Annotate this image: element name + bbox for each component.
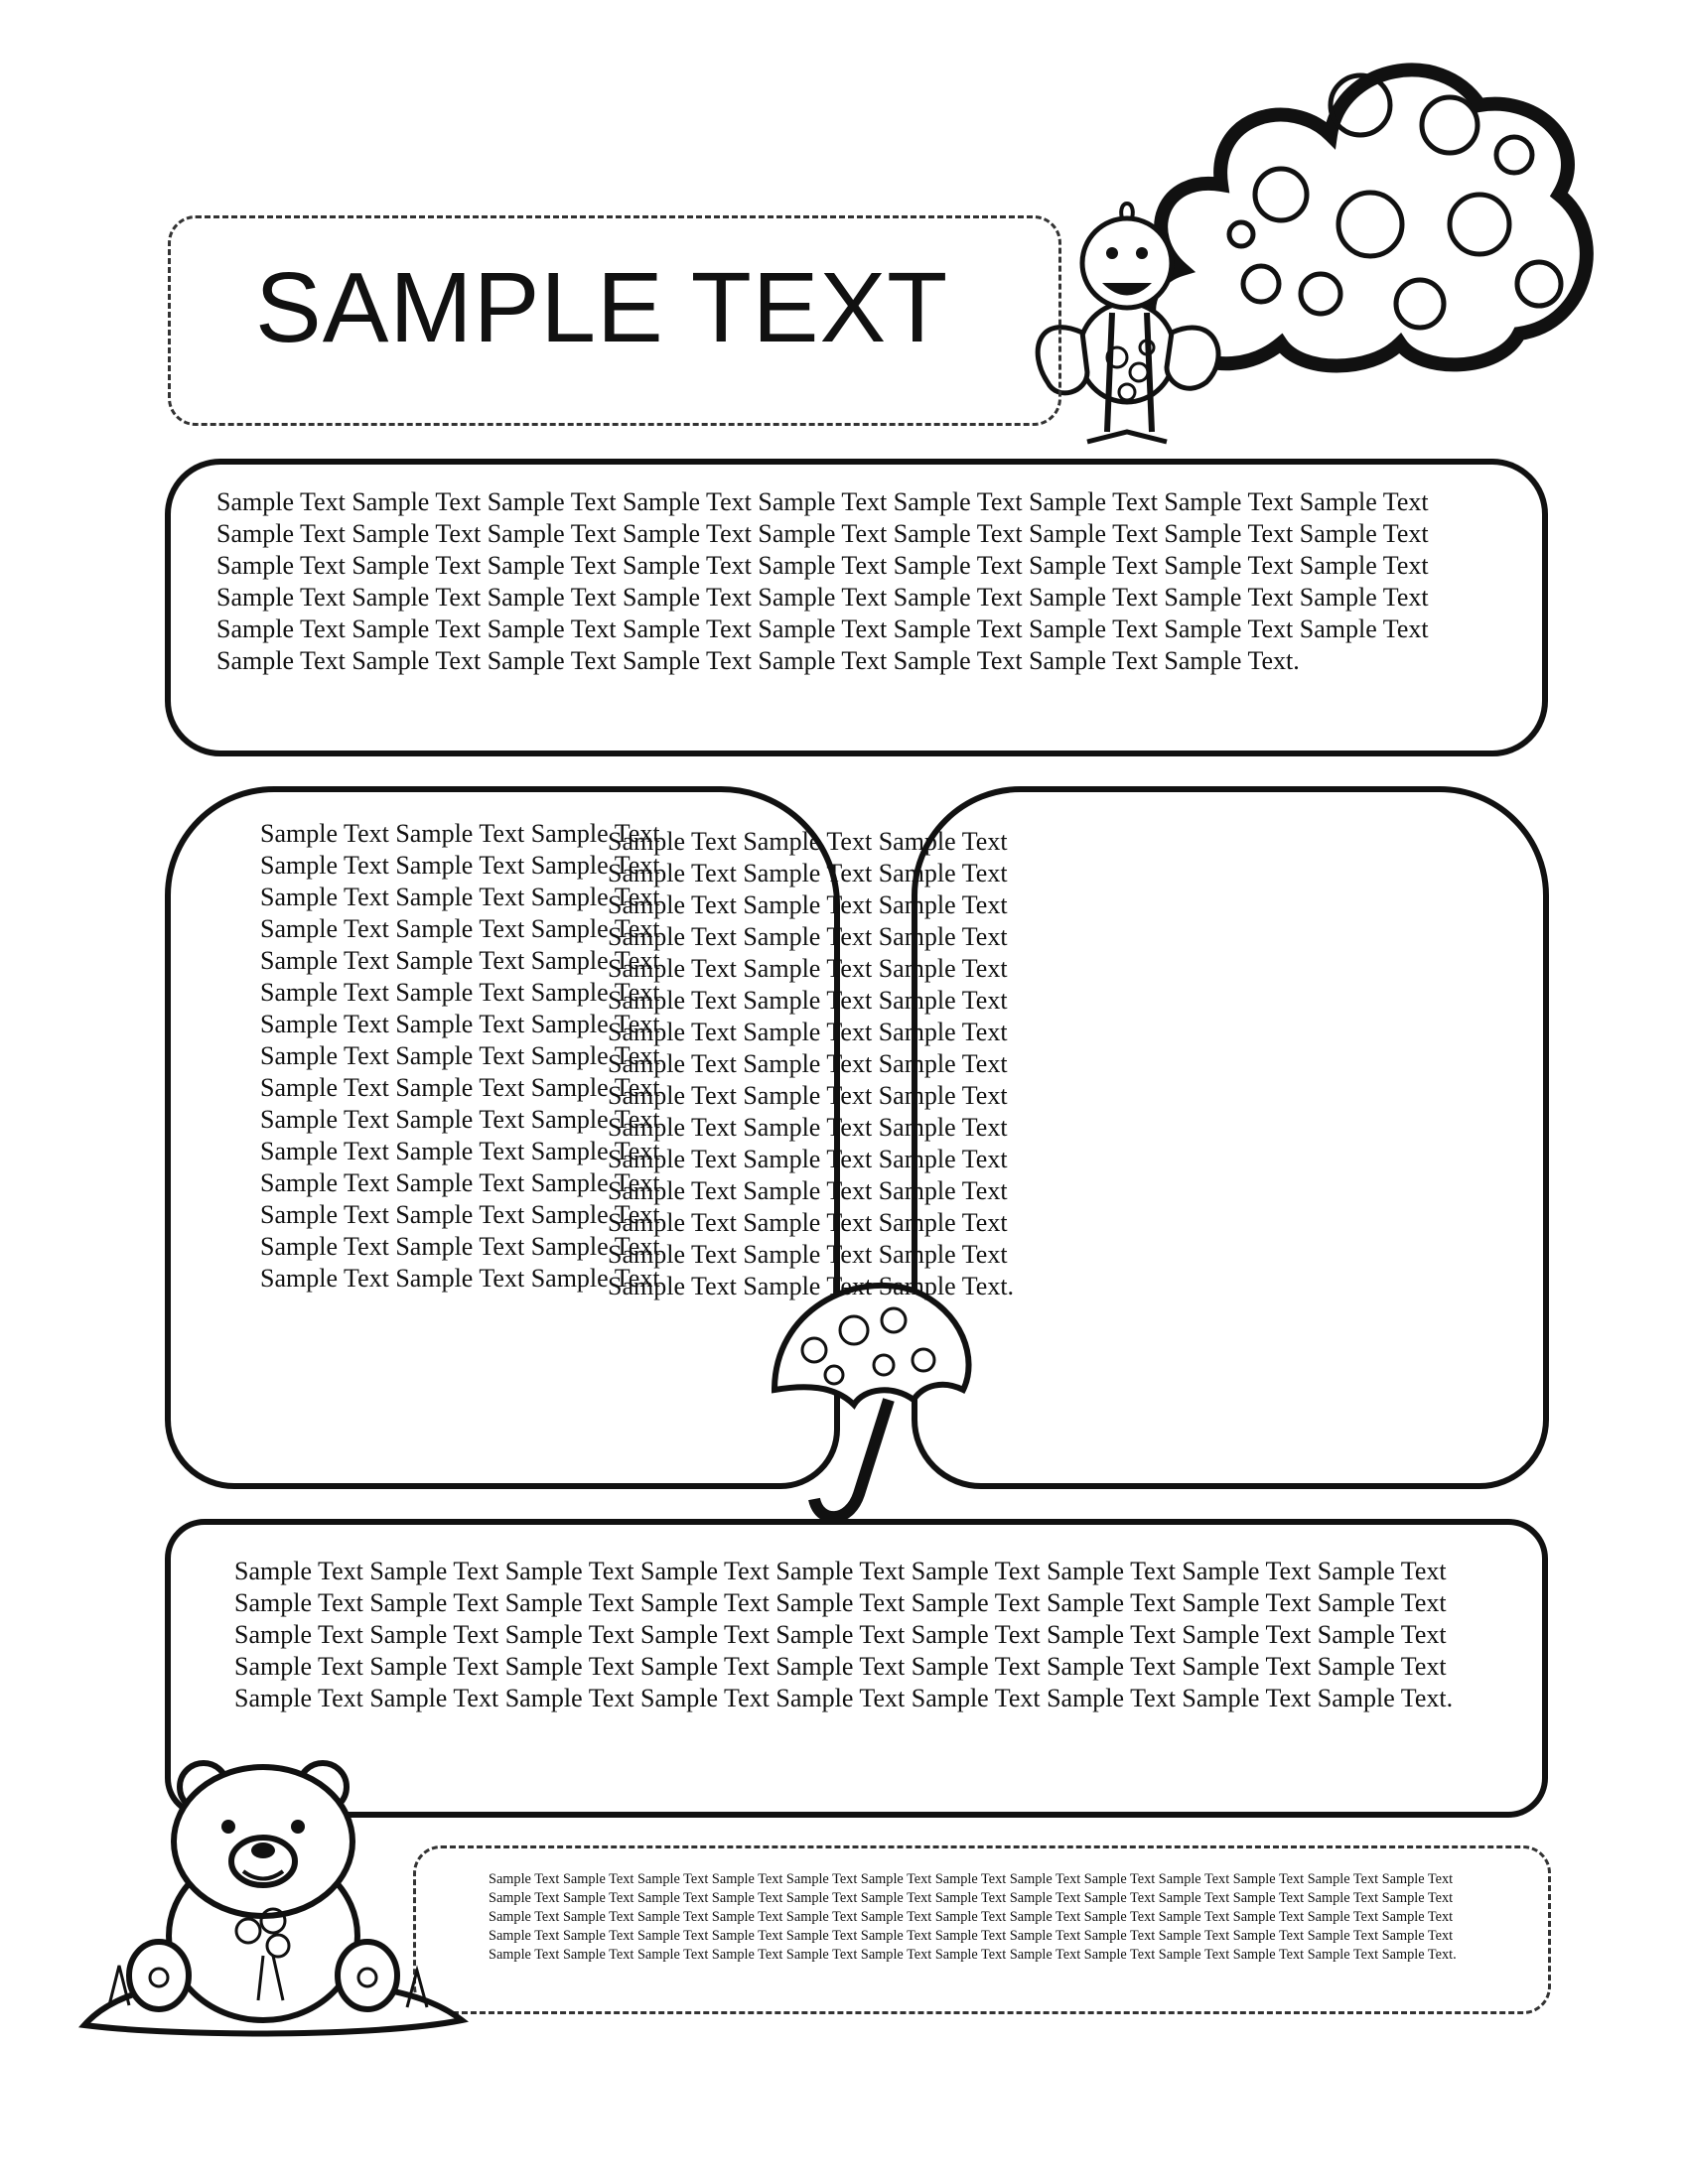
umbrella-icon xyxy=(765,1271,973,1539)
page-title: SAMPLE TEXT xyxy=(255,252,949,363)
footer-paragraph: Sample Text Sample Text Sample Text Sample Text Sample Text Sample Text Sample Text Sample Text Sample Text Sample Text Sample Text Sample Text Sample Text Sample Text Sample Text Sample Text Sample Text Sample Text Sample Text Sample Text Sample Text Sample Text Sample Text Sample Text Sample Text Sample Text Sample Text Sample Text Sample Text Sample Text Sample Text Sample Text Sample Text Sample Text Sample Text Sample Text Sample Text Sample Text Sample Text Sample Text Sample Text Sample Text Sample Text Sample Text Sample Text Sample Text Sample Text Sample Text Sample Text Sample Text Sample Text Sample Text Sample Text Sample Text Sample Text Sample Text Sample Text Sample Text Sample Text Sample Text Sample Text Sample Text Sample Text Sample Text Sample Text. xyxy=(489,1871,1457,1963)
right-column-text: Sample Text Sample Text Sample Text Sample Text Sample Text Sample Text Sample Text Sample Text Sample Text Sample Text Sample Text Sample Text Sample Text Sample Text Sample Text Sample Text Sample Text Sample Text Sample Text Sample Text Sample Text Sample Text Sample Text Sample Text Sample Text Sample Text Sample Text Sample Text Sample Text Sample Text Sample Text Sample Text Sample Text Sample Text Sample Text Sample Text Sample Text Sample Text Sample Text Sample Text Sample Text Sample Text Sample Text Sample Text Sample Text. xyxy=(608,827,1015,1300)
top-paragraph: Sample Text Sample Text Sample Text Sample Text Sample Text Sample Text Sample Text Sample Text Sample Text Sample Text Sample Text Sample Text Sample Text Sample Text Sample Text Sample Text Sample Text Sample Text Sample Text Sample Text Sample Text Sample Text Sample Text Sample Text Sample Text Sample Text Sample Text Sample Text Sample Text Sample Text Sample Text Sample Text Sample Text Sample Text Sample Text Sample Text Sample Text Sample Text Sample Text Sample Text Sample Text Sample Text Sample Text Sample Text Sample Text Sample Text Sample Text Sample Text Sample Text Sample Text Sample Text Sample Text Sample Text. xyxy=(216,487,1429,675)
bear-icon xyxy=(79,1747,467,2035)
bottom-paragraph: Sample Text Sample Text Sample Text Sample Text Sample Text Sample Text Sample Text Sample Text Sample Text Sample Text Sample Text Sample Text Sample Text Sample Text Sample Text Sample Text Sample Text Sample Text Sample Text Sample Text Sample Text Sample Text Sample Text Sample Text Sample Text Sample Text Sample Text Sample Text Sample Text Sample Text Sample Text Sample Text Sample Text Sample Text Sample Text Sample Text Sample Text Sample Text Sample Text Sample Text Sample Text Sample Text Sample Text Sample Text Sample Text. xyxy=(234,1557,1454,1712)
left-column-text: Sample Text Sample Text Sample Text Sample Text Sample Text Sample Text Sample Text Sample Text Sample Text Sample Text Sample Text Sample Text Sample Text Sample Text Sample Text Sample Text Sample Text Sample Text Sample Text Sample Text Sample Text Sample Text Sample Text Sample Text Sample Text Sample Text Sample Text Sample Text Sample Text Sample Text Sample Text Sample Text Sample Text Sample Text Sample Text Sample Text Sample Text Sample Text Sample Text Sample Text Sample Text Sample Text Sample Text Sample Text Sample Text xyxy=(260,819,660,1293)
